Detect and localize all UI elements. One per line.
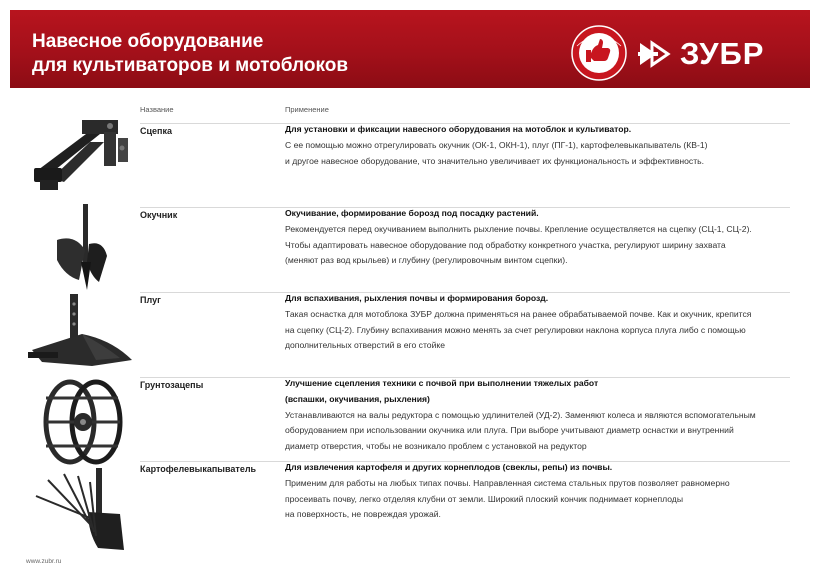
item-line: просеивать почву, легко отделяя клубни от земли. Широкий плоский кончик поднимает корнеплоды — [285, 493, 684, 504]
brand-name: ЗУБР — [680, 36, 765, 71]
item-name-plough: Плуг — [140, 295, 161, 305]
item-name-lugs: Грунтозацепы — [140, 380, 204, 390]
lugs-illustration — [38, 378, 128, 466]
item-description-lugs — [285, 376, 795, 455]
item-description-plough — [285, 291, 795, 354]
item-line: и другое навесное оборудование, что значительно увеличивает их функциональность и эффективность. — [285, 155, 705, 166]
item-name-hiller: Окучник — [140, 210, 178, 220]
plough-illustration — [22, 292, 137, 374]
item-name-potato-digger: Картофелевыкапыватель — [140, 464, 257, 474]
column-header-usage: Применение — [285, 105, 329, 114]
item-line: Применим для работы на любых типах почвы. Направленная система стальных прутов позволяет равномерно — [285, 477, 730, 488]
item-description-potato-digger — [285, 460, 795, 523]
quality-seal-icon — [568, 24, 630, 82]
item-name-hitch: Сцепка — [140, 126, 172, 136]
brand-logo — [638, 37, 803, 71]
hitch-illustration — [20, 112, 135, 202]
item-lead: Для извлечения картофеля и других корнеплодов (свеклы, репы) из почвы. — [285, 462, 613, 472]
item-line: дополнительных отверстий в его стойке — [285, 340, 446, 351]
column-header-name: Название — [140, 105, 174, 114]
item-line: Чтобы адаптировать навесное оборудование под обработку конкретного участка, регулируют ширину захвата — [285, 239, 726, 250]
item-line: Рекомендуется перед окучиванием выполнить рыхление почвы. Крепление осуществляется на сцепку (СЦ-1, СЦ-2). — [285, 223, 752, 234]
hiller-illustration — [45, 200, 115, 295]
brand-arrow-icon — [638, 37, 674, 71]
header-banner — [10, 10, 810, 88]
item-line: С ее помощью можно отрегулировать окучник (ОК-1, ОКН-1), плуг (ПГ-1), картофелевыкапыватель (КВ-1) — [285, 139, 708, 150]
footer-url: www.zubr.ru — [26, 558, 62, 565]
title-line-1: Навесное оборудование — [32, 31, 264, 52]
item-description-hiller — [285, 206, 795, 269]
item-line: оборудованием при использовании окучника или плуга. При выборе учитывают диаметр оснастки и внутренний — [285, 425, 734, 436]
potato-digger-illustration — [28, 466, 133, 552]
item-description-hitch — [285, 122, 795, 169]
item-lead: Окучивание, формирование борозд под посадку растений. — [285, 208, 539, 218]
item-line: Такая оснастка для мотоблока ЗУБР должна применяться на ранее обрабатываемой почве. Как и окучник, крепится — [285, 308, 752, 319]
item-line: на сцепку (СЦ-2). Глубину вспахивания можно менять за счет регулировки наклона корпуса плуга либо с помощью — [285, 324, 746, 335]
item-lead: Для установки и фиксации навесного оборудования на мотоблок и культиватор. — [285, 124, 632, 134]
item-lead: Для вспахивания, рыхления почвы и формирования борозд. — [285, 293, 549, 303]
item-lead-continued: (вспашки, окучивания, рыхления) — [285, 393, 430, 404]
page-title — [32, 30, 348, 78]
title-line-2: для культиваторов и мотоблоков — [32, 55, 349, 76]
item-line: (меняют раз вод крыльев) и глубину (регулировочным винтом сцепки). — [285, 255, 568, 266]
item-line: Устанавливаются на валы редуктора с помощью удлинителей (УД-2). Заменяют колеса и являются вспомогательным — [285, 409, 756, 420]
item-line: диаметр отверстия, чтобы не возникало проблем с установкой на редуктор — [285, 441, 587, 452]
item-line: на поверхность, не повреждая урожай. — [285, 509, 441, 520]
item-lead: Улучшение сцепления техники с почвой при выполнении тяжелых работ — [285, 378, 599, 388]
